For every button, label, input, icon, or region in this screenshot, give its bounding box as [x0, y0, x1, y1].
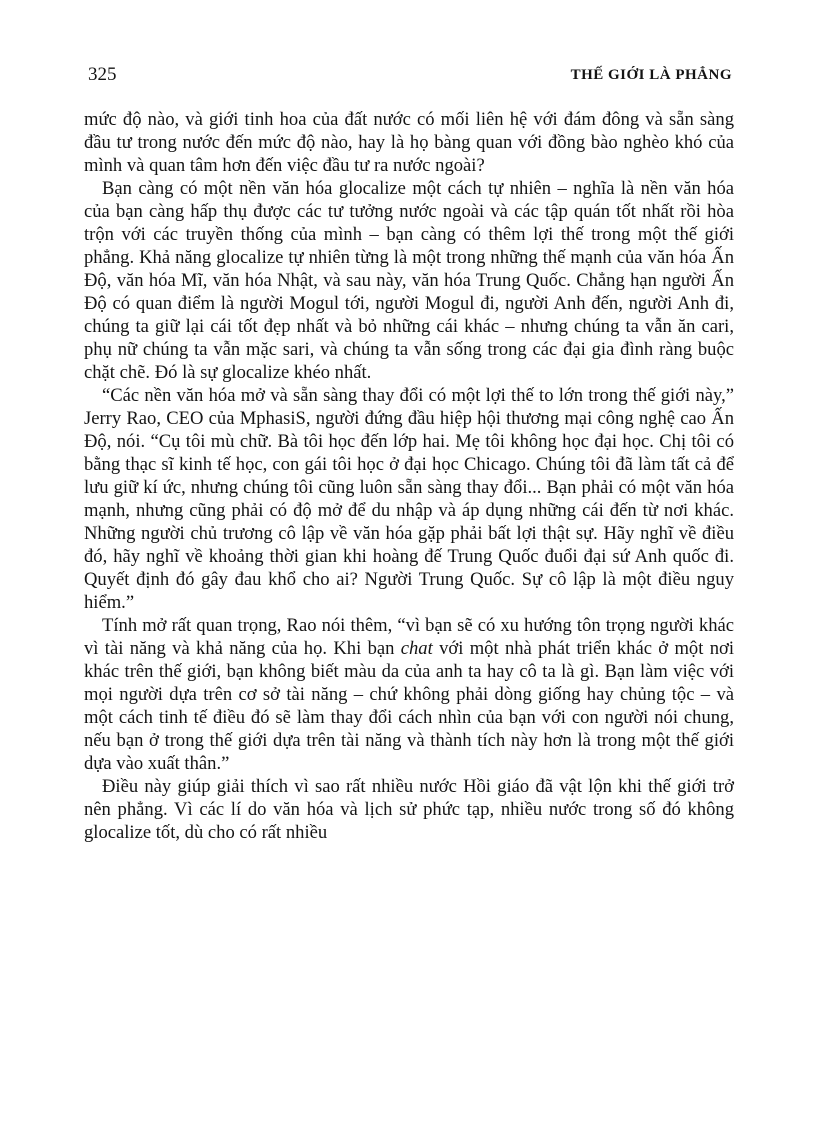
- page-number: 325: [88, 64, 117, 85]
- paragraph-openness-part-1: Tính mở rất quan trọng, Rao nói thêm, “vì bạn sẽ có xu hướng tôn trọng người khác vì tài năng và khả năng của họ. Khi bạn: [84, 615, 734, 659]
- paragraph-openness: [84, 614, 734, 775]
- paragraph-islamic-countries: Điều này giúp giải thích vì sao rất nhiều nước Hồi giáo đã vật lộn khi thế giới trở nên phẳng. Vì các lí do văn hóa và lịch sử phức tạp, nhiều nước trong số đó không glocalize tốt, dù cho có rất nhiều: [84, 776, 734, 843]
- paragraph-openness-part-2: với một nhà phát triển khác ở một nơi khác trên thế giới, bạn không biết màu da của anh ta hay cô ta là gì. Bạn làm việc với mọi người dựa trên cơ sở tài năng – chứ không phải dòng giống hay chủng tộc – và một cách tinh tế điều đó sẽ làm thay đổi cách nhìn của bạn với con người nói chung, nếu bạn ở trong thế giới dựa trên tài năng và thành tích này hơn là trong một thế giới dựa vào xuất thân.”: [84, 638, 734, 774]
- running-title: THẾ GIỚI LÀ PHẲNG: [570, 67, 732, 83]
- paragraph-continued: mức độ nào, và giới tinh hoa của đất nước có mối liên hệ với đám đông và sẵn sàng đầu tư trong nước đến mức độ nào, hay là họ bàng quan với đồng bào nghèo khó của mình và quan tâm hơn đến việc đầu tư ra nước ngoài?: [84, 109, 734, 176]
- emphasis-chat: chat: [400, 638, 433, 659]
- paragraph-jerry-rao-quote: “Các nền văn hóa mở và sẵn sàng thay đổi có một lợi thế to lớn trong thế giới này,” Jerry Rao, CEO của MphasiS, người đứng đầu hiệp hội thương mại công nghệ cao Ấn Độ, nói. “Cụ tôi mù chữ. Bà tôi học đến lớp hai. Mẹ tôi không học đại học. Chị tôi có bằng thạc sĩ kinh tế học, con gái tôi học ở đại học Chicago. Chúng tôi đã làm tất cả để lưu giữ kí ức, nhưng chúng tôi cũng luôn sẵn sàng thay đổi... Bạn phải có một văn hóa mạnh, nhưng cũng phải có độ mở để du nhập và áp dụng những cái đến từ nơi khác. Những người chủ trương cô lập về văn hóa gặp phải bất lợi thật sự. Hãy nghĩ về điều đó, hãy nghĩ về khoảng thời gian khi hoàng đế Trung Quốc đuổi đại sứ Anh quốc đi. Quyết định đó gây đau khổ cho ai? Người Trung Quốc. Sự cô lập là một điều nguy hiểm.”: [84, 385, 734, 613]
- page-body: [84, 108, 734, 844]
- paragraph-glocalize: Bạn càng có một nền văn hóa glocalize một cách tự nhiên – nghĩa là nền văn hóa của bạn càng hấp thụ được các tư tưởng nước ngoài và các tập quán tốt nhất rồi hòa trộn với các truyền thống của mình – bạn càng có thêm lợi thế trong một thế giới phẳng. Khả năng glocalize tự nhiên từng là một trong những thế mạnh của văn hóa Ấn Độ, văn hóa Mĩ, văn hóa Nhật, và sau này, văn hóa Trung Quốc. Chẳng hạn người Ấn Độ có quan điểm là người Mogul tới, người Mogul đi, người Anh đến, người Anh đi, chúng ta giữ lại cái tốt đẹp nhất và bỏ những cái khác – nhưng chúng ta vẫn ăn cari, phụ nữ chúng ta vẫn mặc sari, và chúng ta vẫn sống trong các đại gia đình ràng buộc chặt chẽ. Đó là sự glocalize khéo nhất.: [84, 178, 734, 383]
- page-header: [88, 62, 732, 88]
